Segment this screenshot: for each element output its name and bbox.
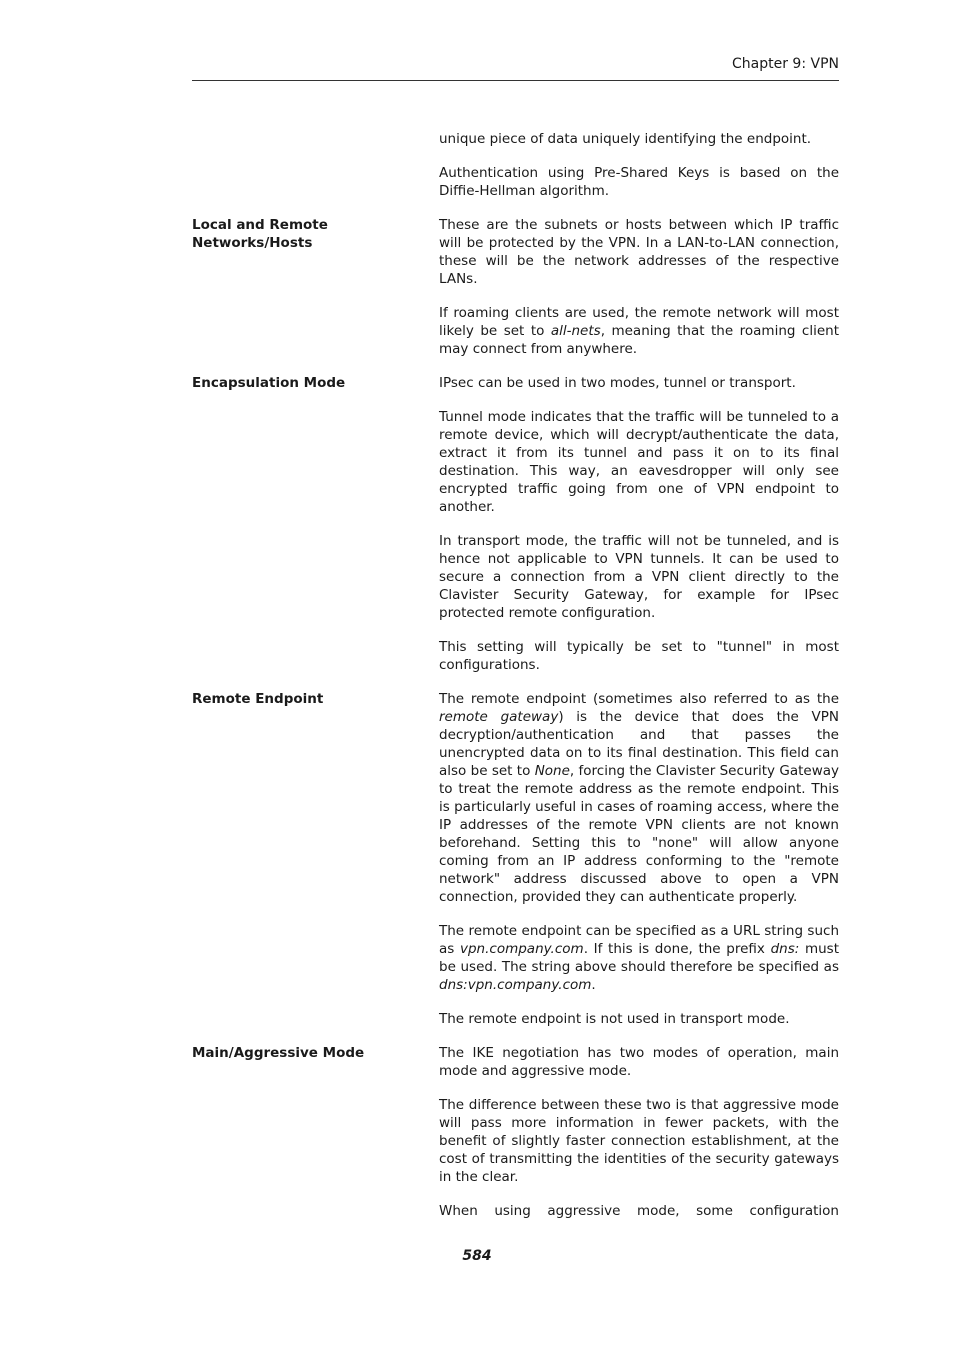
definition-term: Remote Endpoint — [192, 691, 324, 707]
definition-entry — [192, 374, 839, 690]
italic-term: dns:vpn.company.com — [439, 977, 592, 993]
text-run: unique piece of data uniquely identifying the endpoint. — [439, 131, 812, 147]
italic-term: dns: — [770, 941, 800, 957]
definition-entry — [192, 216, 839, 374]
definition-description — [439, 1044, 839, 1236]
definition-list — [192, 130, 839, 1236]
description-paragraph — [439, 216, 839, 288]
definition-term: Main/Aggressive Mode — [192, 1045, 365, 1061]
italic-term: all-nets — [550, 323, 601, 339]
page-number: 584 — [462, 1248, 492, 1264]
description-paragraph — [439, 532, 839, 622]
text-run: The remote endpoint is not used in transport mode. — [439, 1011, 790, 1027]
description-paragraph — [439, 922, 839, 994]
italic-term: None — [534, 763, 570, 779]
definition-description — [439, 130, 839, 216]
definition-description — [439, 216, 839, 374]
text-run: If roaming clients are used, the remote network will most likely be set to — [439, 305, 839, 339]
text-run: Tunnel mode indicates that the traffic will be tunneled to a remote device, which will decrypt/authenticate the data, extract it from its tunnel and pass it on to its final destination. This way, an eavesdropper will only see encrypted traffic going from one of VPN endpoint to another. — [439, 409, 839, 515]
italic-term: remote gateway — [439, 709, 559, 725]
definition-term — [192, 130, 439, 216]
text-run: When using aggressive mode, some configuration — [439, 1203, 839, 1219]
description-paragraph — [439, 1202, 839, 1220]
description-paragraph — [439, 1096, 839, 1186]
description-paragraph — [439, 164, 839, 200]
text-run: , forcing the Clavister Security Gateway to treat the remote address as the remote endpoint. This is particularly useful in cases of roaming access, where the IP addresses of the remote VPN clients are not known beforehand. Setting this to "none" will allow anyone coming from an IP address conforming to the "remote network" address discussed above to open a VPN connection, provided they can authenticate properly. — [439, 763, 839, 905]
definition-term: Encapsulation Mode — [192, 375, 346, 391]
text-run: Authentication using Pre-Shared Keys is based on the Diffie-Hellman algorithm. — [439, 165, 839, 199]
text-run: The remote endpoint can be specified as a URL string such as — [439, 923, 839, 957]
running-header: Chapter 9: VPN — [732, 56, 839, 72]
header-rule — [192, 80, 839, 81]
description-paragraph — [439, 130, 839, 148]
description-paragraph — [439, 304, 839, 358]
definition-term: Local and Remote Networks/Hosts — [192, 217, 328, 251]
description-paragraph — [439, 408, 839, 516]
text-run: These are the subnets or hosts between which IP traffic will be protected by the VPN. In a LAN-to-LAN connection, these will be the network addresses of the respective LANs. — [439, 217, 839, 287]
text-run: , meaning that the roaming client may connect from anywhere. — [439, 323, 840, 357]
text-run: This setting will typically be set to "tunnel" in most configurations. — [439, 639, 839, 673]
italic-term: vpn.company.com — [459, 941, 584, 957]
text-run: . — [591, 977, 596, 993]
text-run: The difference between these two is that aggressive mode will pass more information in fewer packets, with the benefit of slightly faster connection establishment, at the cost of transmitting the identities of the security gateways in the clear. — [439, 1097, 839, 1185]
text-run: must be used. The string above should therefore be specified as — [439, 941, 839, 975]
description-paragraph — [439, 374, 839, 392]
description-paragraph — [439, 1010, 839, 1028]
text-run: In transport mode, the traffic will not be tunneled, and is hence not applicable to VPN tunnels. It can be used to secure a connection from a VPN client directly to the Clavister Security Gateway, for example for IPsec protected remote configuration. — [439, 533, 839, 621]
text-run: IPsec can be used in two modes, tunnel or transport. — [439, 375, 796, 391]
definition-description — [439, 374, 839, 690]
text-run: ) is the device that does the VPN decryption/authentication and that passes the unencrypted data on to its final destination. This field can also be set to — [439, 709, 839, 779]
description-paragraph — [439, 690, 839, 906]
description-paragraph — [439, 1044, 839, 1080]
definition-description — [439, 690, 839, 1044]
description-paragraph — [439, 638, 839, 674]
definition-entry — [192, 1044, 839, 1236]
text-run: The remote endpoint (sometimes also referred to as the — [439, 691, 839, 707]
definition-entry — [192, 690, 839, 1044]
text-run: The IKE negotiation has two modes of operation, main mode and aggressive mode. — [439, 1045, 839, 1079]
definition-entry — [192, 130, 839, 216]
text-run: . If this is done, the prefix — [583, 941, 771, 957]
